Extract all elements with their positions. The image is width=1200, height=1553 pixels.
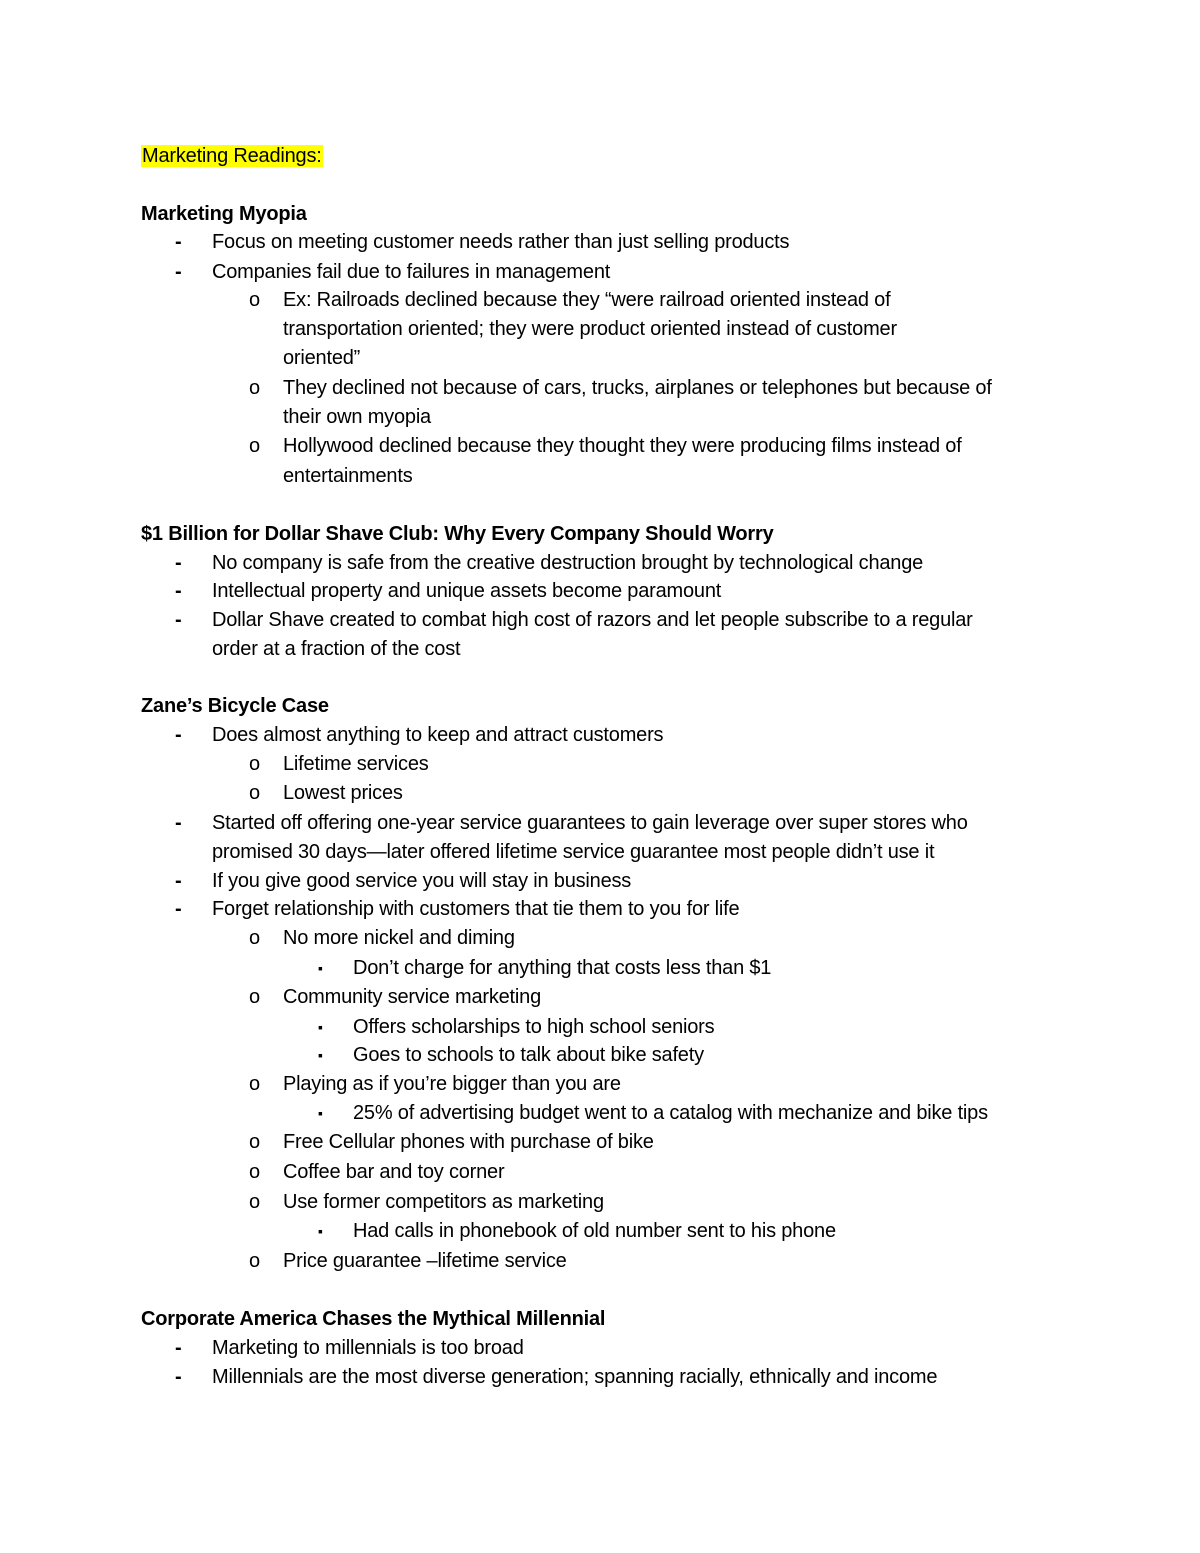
title-highlight: Marketing Readings: xyxy=(142,145,322,167)
list-item-continuation: their own myopia xyxy=(283,406,431,428)
list-item: No more nickel and diming xyxy=(283,927,515,949)
bullet-circle: o xyxy=(249,1250,260,1272)
document-title xyxy=(141,142,323,170)
bullet-dash: - xyxy=(175,552,182,574)
bullet-square: ▪ xyxy=(318,1105,323,1121)
bullet-dash: - xyxy=(175,870,182,892)
list-item: Ex: Railroads declined because they “were railroad oriented instead of xyxy=(283,289,891,311)
list-item: Free Cellular phones with purchase of bike xyxy=(283,1131,654,1153)
list-item: Millennials are the most diverse generation; spanning racially, ethnically and income xyxy=(212,1366,938,1388)
list-item: Had calls in phonebook of old number sent to his phone xyxy=(353,1220,836,1242)
list-item-continuation: promised 30 days—later offered lifetime service guarantee most people didn’t use it xyxy=(212,841,935,863)
list-item: Companies fail due to failures in management xyxy=(212,261,611,283)
bullet-dash: - xyxy=(175,261,182,283)
list-item: Don’t charge for anything that costs less than $1 xyxy=(353,957,772,979)
list-item: Started off offering one-year service guarantees to gain leverage over super stores who xyxy=(212,812,968,834)
list-item-continuation: order at a fraction of the cost xyxy=(212,638,461,660)
bullet-circle: o xyxy=(249,1073,260,1095)
list-item: Marketing to millennials is too broad xyxy=(212,1337,524,1359)
bullet-circle: o xyxy=(249,753,260,775)
list-item: Focus on meeting customer needs rather than just selling products xyxy=(212,231,790,253)
bullet-circle: o xyxy=(249,986,260,1008)
bullet-dash: - xyxy=(175,609,182,631)
bullet-circle: o xyxy=(249,1131,260,1153)
list-item: They declined not because of cars, trucks, airplanes or telephones but because of xyxy=(283,377,992,399)
list-item: Dollar Shave created to combat high cost of razors and let people subscribe to a regular xyxy=(212,609,973,631)
bullet-circle: o xyxy=(249,1191,260,1213)
bullet-dash: - xyxy=(175,1337,182,1359)
bullet-circle: o xyxy=(249,435,260,457)
list-item: Price guarantee –lifetime service xyxy=(283,1250,567,1272)
list-item: Coffee bar and toy corner xyxy=(283,1161,505,1183)
bullet-square: ▪ xyxy=(318,1223,323,1239)
bullet-square: ▪ xyxy=(318,960,323,976)
list-item: Does almost anything to keep and attract customers xyxy=(212,724,664,746)
bullet-dash: - xyxy=(175,231,182,253)
bullet-circle: o xyxy=(249,1161,260,1183)
list-item: Offers scholarships to high school seniors xyxy=(353,1016,715,1038)
list-item: Forget relationship with customers that tie them to you for life xyxy=(212,898,740,920)
bullet-circle: o xyxy=(249,289,260,311)
bullet-square: ▪ xyxy=(318,1019,323,1035)
bullet-dash: - xyxy=(175,812,182,834)
list-item: Lowest prices xyxy=(283,782,403,804)
bullet-circle: o xyxy=(249,927,260,949)
bullet-dash: - xyxy=(175,898,182,920)
list-item: Lifetime services xyxy=(283,753,429,775)
list-item: Playing as if you’re bigger than you are xyxy=(283,1073,621,1095)
list-item: Use former competitors as marketing xyxy=(283,1191,604,1213)
list-item: 25% of advertising budget went to a catalog with mechanize and bike tips xyxy=(353,1102,988,1124)
section-heading-zanes-bicycle-case: Zane’s Bicycle Case xyxy=(141,695,329,717)
bullet-square: ▪ xyxy=(318,1047,323,1063)
list-item: Community service marketing xyxy=(283,986,542,1008)
list-item: No company is safe from the creative destruction brought by technological change xyxy=(212,552,924,574)
list-item-continuation: entertainments xyxy=(283,465,413,487)
bullet-dash: - xyxy=(175,724,182,746)
section-heading-marketing-myopia: Marketing Myopia xyxy=(141,203,307,225)
bullet-circle: o xyxy=(249,782,260,804)
bullet-dash: - xyxy=(175,580,182,602)
list-item: Hollywood declined because they thought they were producing films instead of xyxy=(283,435,962,457)
list-item-continuation: transportation oriented; they were product oriented instead of customer xyxy=(283,318,897,340)
list-item: If you give good service you will stay in business xyxy=(212,870,632,892)
bullet-circle: o xyxy=(249,377,260,399)
section-heading-mythical-millennial: Corporate America Chases the Mythical Millennial xyxy=(141,1308,606,1330)
list-item: Intellectual property and unique assets become paramount xyxy=(212,580,722,602)
list-item: Goes to schools to talk about bike safety xyxy=(353,1044,704,1066)
section-heading-dollar-shave-club: $1 Billion for Dollar Shave Club: Why Every Company Should Worry xyxy=(141,523,774,545)
list-item-continuation: oriented” xyxy=(283,347,361,369)
bullet-dash: - xyxy=(175,1366,182,1388)
